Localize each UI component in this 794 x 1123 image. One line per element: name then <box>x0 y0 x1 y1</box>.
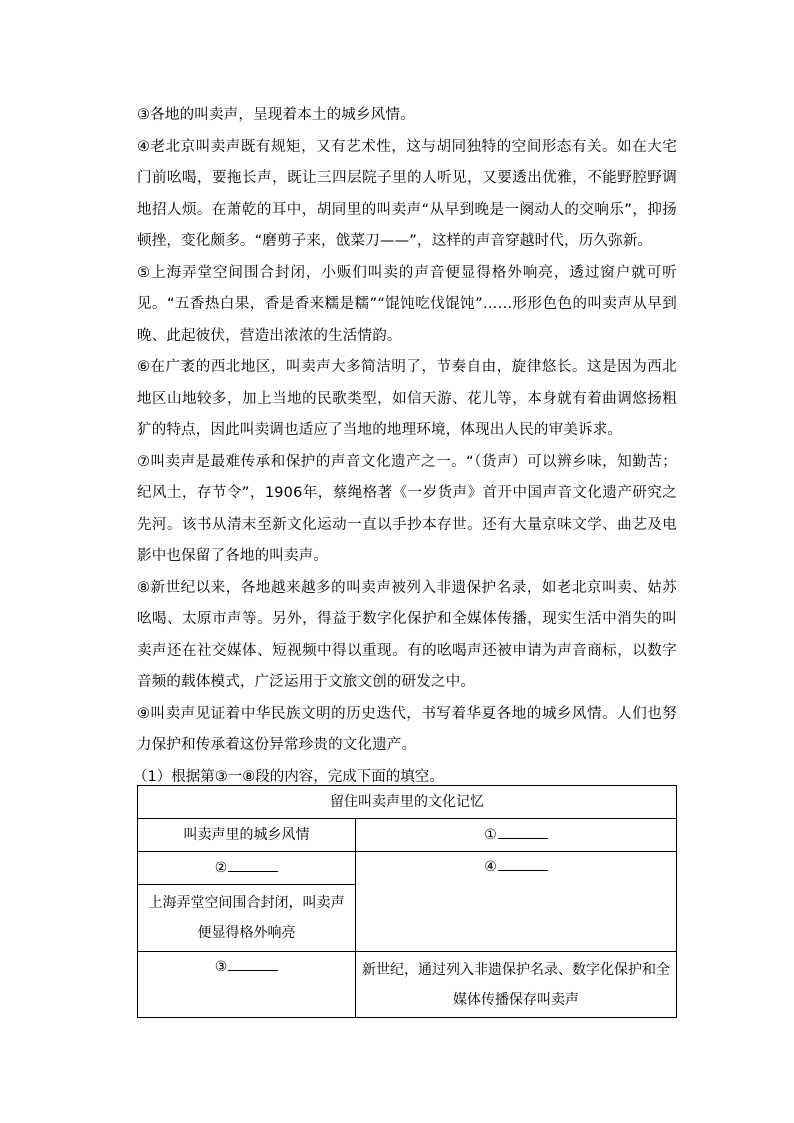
table-header-left: 叫卖声里的城乡风情 <box>138 819 356 852</box>
table-cell-shanghai: 上海弄堂空间围合封闭，叫卖声便显得格外响亮 <box>138 885 356 952</box>
table-cell-new-century: 新世纪，通过列入非遗保护名录、数字化保护和全媒体传播保存叫卖声 <box>356 952 677 1018</box>
table-cell-blank-3[interactable] <box>138 952 356 1018</box>
question-prompt: （1）根据第③一⑧段的内容，完成下面的填空。 <box>133 768 444 785</box>
table-cell-blank-1[interactable] <box>356 819 677 852</box>
table-cell-blank-4[interactable] <box>356 852 677 952</box>
blank-line-4 <box>498 856 548 871</box>
answer-table <box>137 785 677 1018</box>
table-title: 留住叫卖声里的文化记忆 <box>138 786 677 819</box>
paragraph-5: ⑤上海弄堂空间围合封闭，小贩们叫卖的声音便显得格外响亮，透过窗户就可听见。“五香热白果，香是香来糯是糯”“馄饨吃伐馄饨”……形形色色的叫卖声从早到晚、此起彼伏，营造出浓浓的生活情韵。 <box>137 264 677 344</box>
blank-line-2 <box>228 857 278 872</box>
paragraph-6: ⑥在广袤的西北地区，叫卖声大多简洁明了，节奏自由，旋律悠长。这是因为西北地区山地较多，加上当地的民歌类型，如信天游、花儿等，本身就有着曲调悠扬粗犷的特点，因此叫卖调也适应了当地的地理环境，体现出人民的审美诉求。 <box>137 359 677 438</box>
table-cell-blank-2[interactable] <box>138 852 356 885</box>
blank-label-4: ④ <box>484 859 497 875</box>
article-body <box>133 100 677 793</box>
paragraph-4: ④老北京叫卖声既有规矩，又有艺术性，这与胡同独特的空间形态有关。如在大宅门前吆喝，要拖长声，既让三四层院子里的人听见，又要透出优雅，不能野腔野调地招人烦。在萧乾的耳中，胡同里的叫卖声“从早到晚是一阕动人的交响乐”，抑扬顿挫，变化颇多。“磨剪子来，戗菜刀——”，这样的声音穿越时代，历久弥新。 <box>137 138 677 249</box>
blank-label-2: ② <box>214 860 228 876</box>
blank-line-3 <box>228 956 278 971</box>
blank-label-3: ③ <box>214 959 228 975</box>
blank-label-1: ① <box>484 827 497 843</box>
paragraph-3: ③各地的叫卖声，呈现着本土的城乡风情。 <box>137 107 415 123</box>
paragraph-7: ⑦叫卖声是最难传承和保护的声音文化遗产之一。“（货声）可以辨乡味，知勤苦；纪风土，存节令”，1906年，蔡绳格著《一岁货声》首开中国声音文化遗产研究之先河。该书从清末至新文化运动一直以手抄本存世。还有大量京味文学、曲艺及电影中也保留了各地的叫卖声。 <box>137 453 677 564</box>
blank-line-1 <box>498 824 548 839</box>
paragraph-8: ⑧新世纪以来，各地越来越多的叫卖声被列入非遗保护名录，如老北京叫卖、姑苏吆喝、太原市声等。另外，得益于数字化保护和全媒体传播，现实生活中消失的叫卖声还在社交媒体、短视频中得以重现。有的吆喝声还被申请为声音商标，以数字音频的载体模式，广泛运用于文旅文创的研发之中。 <box>137 579 677 690</box>
paragraph-9: ⑨叫卖声见证着中华民族文明的历史迭代，书写着华夏各地的城乡风情。人们也努力保护和传承着这份异常珍贵的文化遗产。 <box>137 705 677 753</box>
